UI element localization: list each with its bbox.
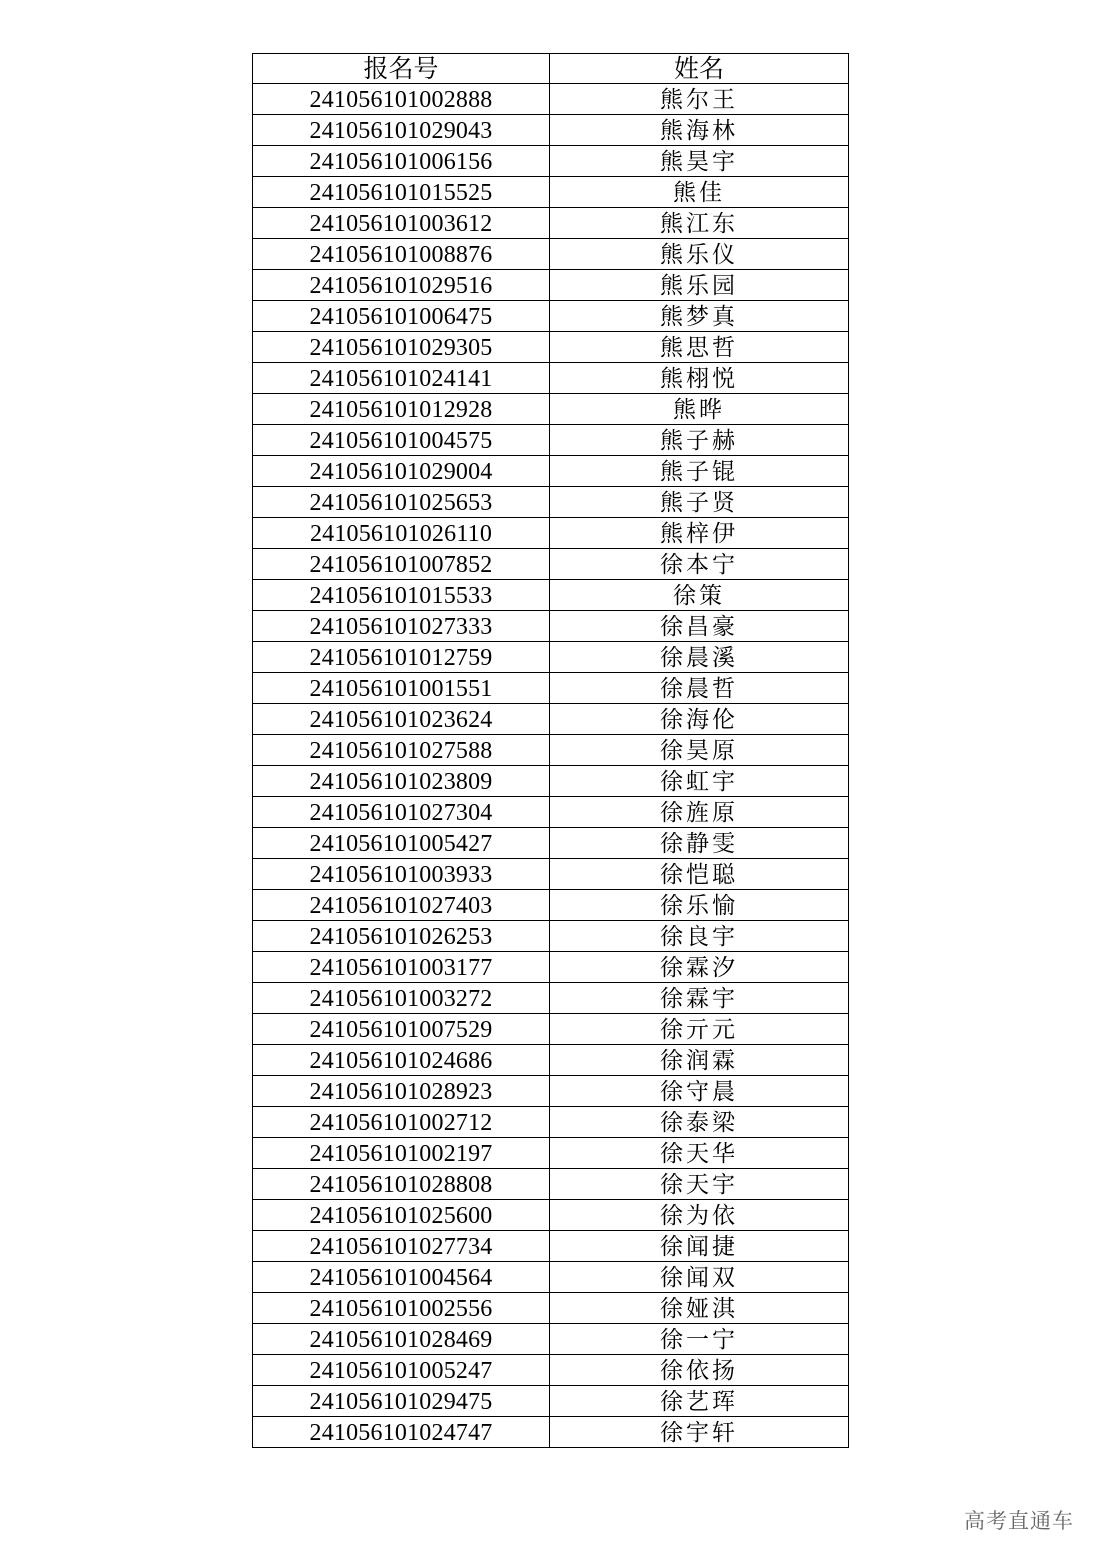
name-cell: 熊梦真 bbox=[550, 301, 849, 332]
registration-number-cell: 241056101029305 bbox=[253, 332, 550, 363]
table-row bbox=[253, 1355, 849, 1386]
table-row bbox=[253, 1138, 849, 1169]
name-cell: 徐闻双 bbox=[550, 1262, 849, 1293]
registration-number-cell: 241056101006475 bbox=[253, 301, 550, 332]
name-cell: 熊栩悦 bbox=[550, 363, 849, 394]
table-row bbox=[253, 1324, 849, 1355]
name-cell: 徐本宁 bbox=[550, 549, 849, 580]
table-row bbox=[253, 239, 849, 270]
table-row bbox=[253, 1417, 849, 1448]
registration-number-cell: 241056101027403 bbox=[253, 890, 550, 921]
registration-number-cell: 241056101028808 bbox=[253, 1169, 550, 1200]
table-row bbox=[253, 518, 849, 549]
table-row bbox=[253, 456, 849, 487]
registration-number-cell: 241056101025653 bbox=[253, 487, 550, 518]
name-cell: 徐一宁 bbox=[550, 1324, 849, 1355]
registration-number-cell: 241056101006156 bbox=[253, 146, 550, 177]
name-cell: 熊昊宇 bbox=[550, 146, 849, 177]
name-cell: 熊子赫 bbox=[550, 425, 849, 456]
table-row bbox=[253, 611, 849, 642]
name-cell: 徐娅淇 bbox=[550, 1293, 849, 1324]
table-row bbox=[253, 735, 849, 766]
name-cell: 熊尔王 bbox=[550, 84, 849, 115]
name-cell: 徐为依 bbox=[550, 1200, 849, 1231]
name-cell: 徐晨哲 bbox=[550, 673, 849, 704]
registration-number-cell: 241056101025600 bbox=[253, 1200, 550, 1231]
registration-number-cell: 241056101029043 bbox=[253, 115, 550, 146]
table-row bbox=[253, 270, 849, 301]
name-cell: 熊子锟 bbox=[550, 456, 849, 487]
table-row bbox=[253, 797, 849, 828]
table-row bbox=[253, 363, 849, 394]
table-row bbox=[253, 301, 849, 332]
registration-number-cell: 241056101002197 bbox=[253, 1138, 550, 1169]
table-row bbox=[253, 177, 849, 208]
table-row bbox=[253, 115, 849, 146]
name-cell: 徐恺聪 bbox=[550, 859, 849, 890]
name-cell: 熊佳 bbox=[550, 177, 849, 208]
registration-number-cell: 241056101004575 bbox=[253, 425, 550, 456]
registration-number-cell: 241056101004564 bbox=[253, 1262, 550, 1293]
name-cell: 徐霖宇 bbox=[550, 983, 849, 1014]
name-cell: 徐旌原 bbox=[550, 797, 849, 828]
table-row bbox=[253, 766, 849, 797]
table-row bbox=[253, 1293, 849, 1324]
registration-number-cell: 241056101002888 bbox=[253, 84, 550, 115]
table-row bbox=[253, 394, 849, 425]
registration-number-cell: 241056101003177 bbox=[253, 952, 550, 983]
table-row bbox=[253, 332, 849, 363]
name-cell: 徐乐愉 bbox=[550, 890, 849, 921]
table-row bbox=[253, 1231, 849, 1262]
table-row bbox=[253, 1262, 849, 1293]
registration-number-cell: 241056101008876 bbox=[253, 239, 550, 270]
registration-number-cell: 241056101001551 bbox=[253, 673, 550, 704]
registration-number-cell: 241056101005247 bbox=[253, 1355, 550, 1386]
name-cell: 熊子贤 bbox=[550, 487, 849, 518]
name-cell: 徐泰梁 bbox=[550, 1107, 849, 1138]
header-registration-number: 报名号 bbox=[253, 54, 550, 84]
name-cell: 徐静雯 bbox=[550, 828, 849, 859]
table-row bbox=[253, 859, 849, 890]
name-cell: 徐天宇 bbox=[550, 1169, 849, 1200]
registration-number-cell: 241056101015533 bbox=[253, 580, 550, 611]
table-row bbox=[253, 673, 849, 704]
name-cell: 徐亓元 bbox=[550, 1014, 849, 1045]
registration-number-cell: 241056101024747 bbox=[253, 1417, 550, 1448]
header-row bbox=[253, 54, 849, 84]
registration-number-cell: 241056101026110 bbox=[253, 518, 550, 549]
registration-number-cell: 241056101029004 bbox=[253, 456, 550, 487]
table-row bbox=[253, 146, 849, 177]
name-cell: 熊梓伊 bbox=[550, 518, 849, 549]
table-row bbox=[253, 1014, 849, 1045]
watermark-text: 高考直通车 bbox=[964, 1509, 1074, 1533]
registration-number-cell: 241056101024686 bbox=[253, 1045, 550, 1076]
registration-number-cell: 241056101003933 bbox=[253, 859, 550, 890]
table-row bbox=[253, 952, 849, 983]
registration-number-cell: 241056101023809 bbox=[253, 766, 550, 797]
name-cell: 徐昌豪 bbox=[550, 611, 849, 642]
table-row bbox=[253, 704, 849, 735]
name-cell: 徐昊原 bbox=[550, 735, 849, 766]
registration-number-cell: 241056101024141 bbox=[253, 363, 550, 394]
table-row bbox=[253, 1107, 849, 1138]
table-body bbox=[253, 84, 849, 1448]
table-row bbox=[253, 642, 849, 673]
registration-number-cell: 241056101002556 bbox=[253, 1293, 550, 1324]
registration-number-cell: 241056101027333 bbox=[253, 611, 550, 642]
registration-number-cell: 241056101003272 bbox=[253, 983, 550, 1014]
name-cell: 徐守晨 bbox=[550, 1076, 849, 1107]
name-cell: 徐晨溪 bbox=[550, 642, 849, 673]
table-row bbox=[253, 1200, 849, 1231]
name-cell: 徐虹宇 bbox=[550, 766, 849, 797]
registration-number-cell: 241056101029516 bbox=[253, 270, 550, 301]
registration-number-cell: 241056101029475 bbox=[253, 1386, 550, 1417]
table-row bbox=[253, 890, 849, 921]
registration-number-cell: 241056101003612 bbox=[253, 208, 550, 239]
registration-number-cell: 241056101015525 bbox=[253, 177, 550, 208]
registration-number-cell: 241056101002712 bbox=[253, 1107, 550, 1138]
name-cell: 熊思哲 bbox=[550, 332, 849, 363]
registration-number-cell: 241056101007529 bbox=[253, 1014, 550, 1045]
registration-number-cell: 241056101027734 bbox=[253, 1231, 550, 1262]
table-row bbox=[253, 487, 849, 518]
registration-number-cell: 241056101005427 bbox=[253, 828, 550, 859]
name-cell: 熊晔 bbox=[550, 394, 849, 425]
registration-number-cell: 241056101012759 bbox=[253, 642, 550, 673]
name-cell: 熊海林 bbox=[550, 115, 849, 146]
name-cell: 熊乐仪 bbox=[550, 239, 849, 270]
table-row bbox=[253, 921, 849, 952]
table-row bbox=[253, 549, 849, 580]
table-row bbox=[253, 84, 849, 115]
name-cell: 徐闻捷 bbox=[550, 1231, 849, 1262]
table-row bbox=[253, 983, 849, 1014]
table-row bbox=[253, 425, 849, 456]
registration-number-cell: 241056101026253 bbox=[253, 921, 550, 952]
registration-table bbox=[252, 53, 849, 1448]
name-cell: 徐策 bbox=[550, 580, 849, 611]
registration-number-cell: 241056101023624 bbox=[253, 704, 550, 735]
table-row bbox=[253, 208, 849, 239]
table-row bbox=[253, 828, 849, 859]
name-cell: 徐天华 bbox=[550, 1138, 849, 1169]
header-name: 姓名 bbox=[550, 54, 849, 84]
registration-number-cell: 241056101027588 bbox=[253, 735, 550, 766]
name-cell: 徐霖汐 bbox=[550, 952, 849, 983]
table-row bbox=[253, 580, 849, 611]
name-cell: 徐宇轩 bbox=[550, 1417, 849, 1448]
table-row bbox=[253, 1386, 849, 1417]
registration-number-cell: 241056101012928 bbox=[253, 394, 550, 425]
table-row bbox=[253, 1169, 849, 1200]
name-cell: 徐良宇 bbox=[550, 921, 849, 952]
registration-number-cell: 241056101028923 bbox=[253, 1076, 550, 1107]
registration-number-cell: 241056101007852 bbox=[253, 549, 550, 580]
name-cell: 徐依扬 bbox=[550, 1355, 849, 1386]
registration-number-cell: 241056101027304 bbox=[253, 797, 550, 828]
name-cell: 熊江东 bbox=[550, 208, 849, 239]
name-cell: 熊乐园 bbox=[550, 270, 849, 301]
name-cell: 徐艺珲 bbox=[550, 1386, 849, 1417]
table-row bbox=[253, 1076, 849, 1107]
table-row bbox=[253, 1045, 849, 1076]
registration-number-cell: 241056101028469 bbox=[253, 1324, 550, 1355]
name-cell: 徐润霖 bbox=[550, 1045, 849, 1076]
name-cell: 徐海伦 bbox=[550, 704, 849, 735]
